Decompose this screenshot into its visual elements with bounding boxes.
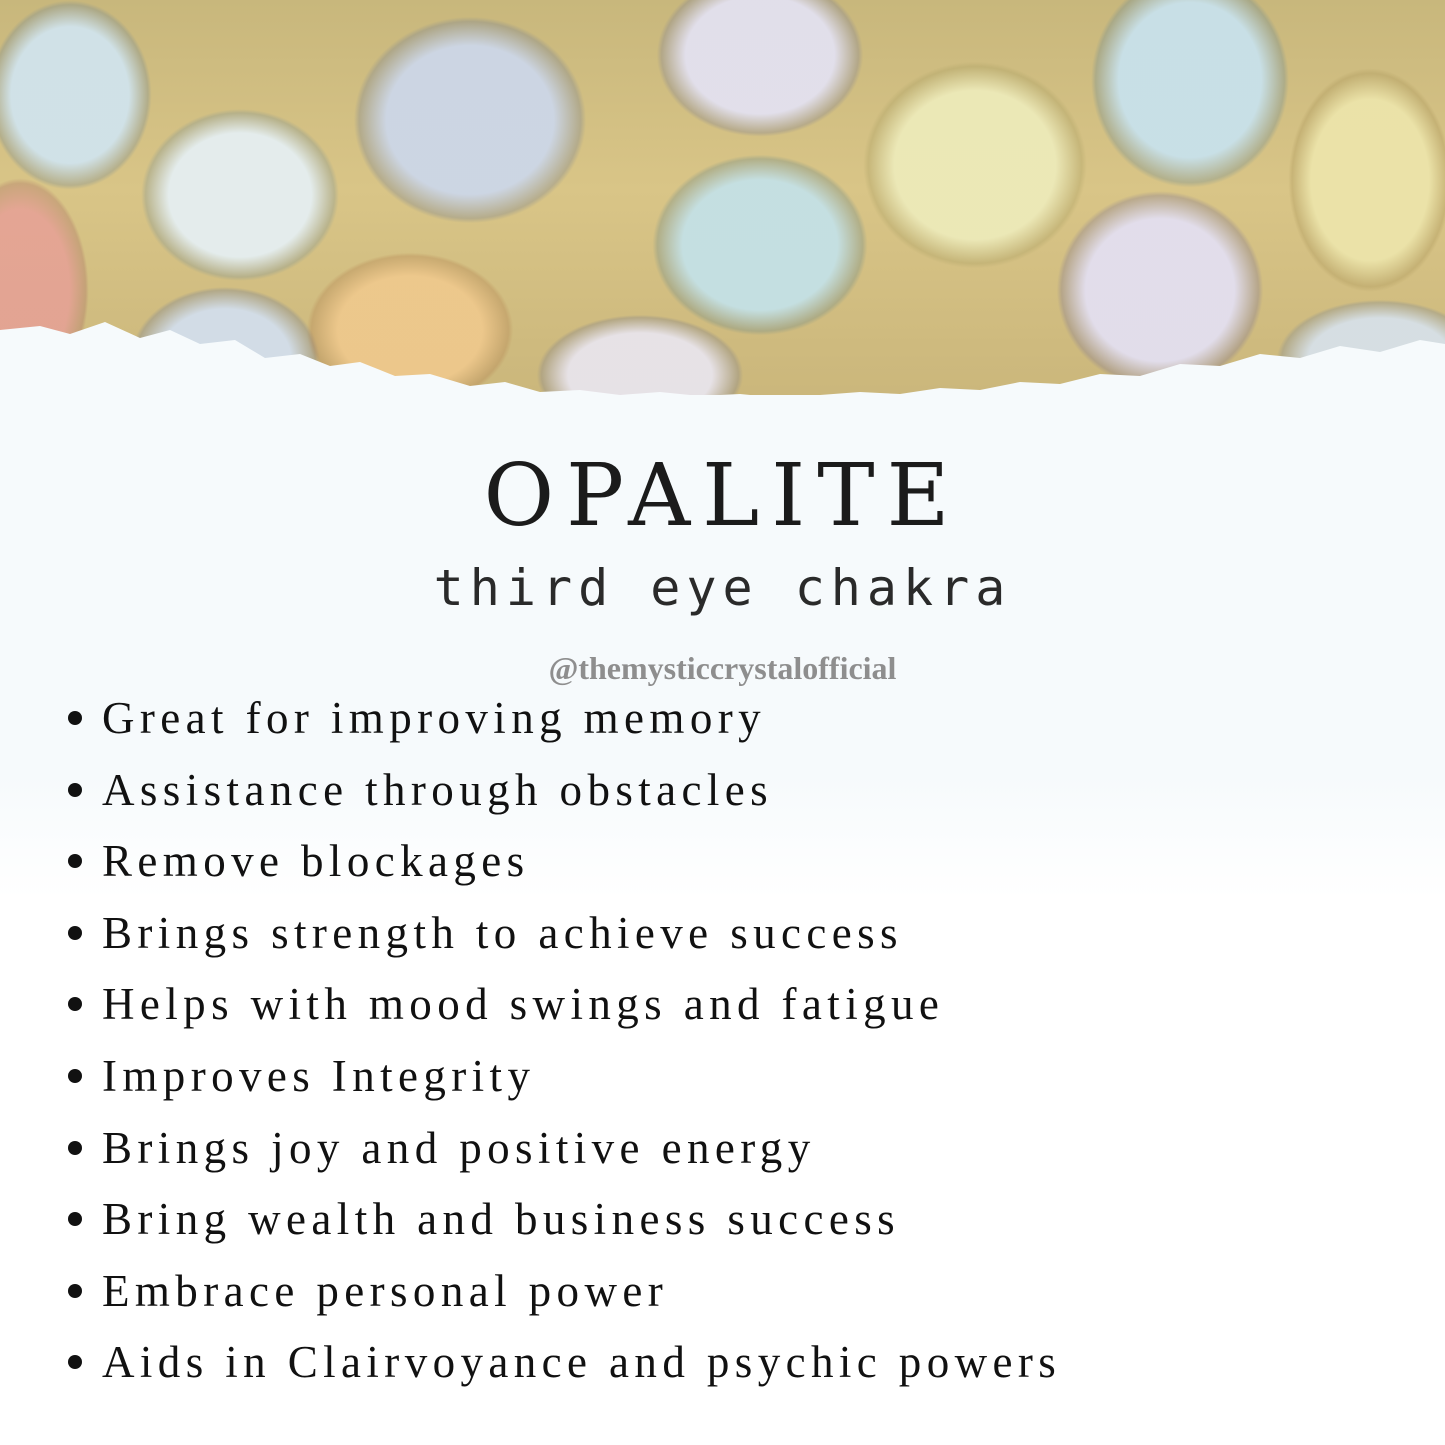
list-item (0, 905, 1445, 977)
list-item (0, 1334, 1445, 1406)
benefits-list (0, 690, 1445, 1406)
page-subtitle: third eye chakra (433, 559, 1012, 617)
bullet-icon (68, 783, 82, 797)
list-item (0, 1120, 1445, 1192)
list-item (0, 690, 1445, 762)
benefit-text: Remove blockages (102, 836, 530, 887)
social-handle: @themysticcrystalofficial (548, 650, 897, 686)
list-item (0, 976, 1445, 1048)
benefit-text: Embrace personal power (102, 1265, 669, 1316)
page-title: OPALITE (483, 446, 962, 546)
bullet-icon (68, 1355, 82, 1369)
bullet-icon (68, 711, 82, 725)
list-item (0, 1191, 1445, 1263)
benefit-text: Brings strength to achieve success (102, 907, 903, 958)
bullet-icon (68, 926, 82, 940)
bullet-icon (68, 1141, 82, 1155)
list-item (0, 1048, 1445, 1120)
benefit-text: Improves Integrity (102, 1050, 536, 1101)
benefit-text: Helps with mood swings and fatigue (102, 979, 945, 1030)
benefit-text: Aids in Clairvoyance and psychic powers (102, 1337, 1062, 1388)
list-item (0, 833, 1445, 905)
benefit-text: Brings joy and positive energy (102, 1122, 816, 1173)
benefit-text: Great for improving memory (102, 693, 767, 743)
benefit-text: Bring wealth and business success (102, 1194, 901, 1245)
bullet-icon (68, 854, 82, 868)
bullet-icon (68, 997, 82, 1011)
benefit-text: Assistance through obstacles (102, 764, 774, 815)
list-item (0, 762, 1445, 834)
bullet-icon (68, 1284, 82, 1298)
bullet-icon (68, 1069, 82, 1083)
bullet-icon (68, 1212, 82, 1226)
list-item (0, 1263, 1445, 1335)
